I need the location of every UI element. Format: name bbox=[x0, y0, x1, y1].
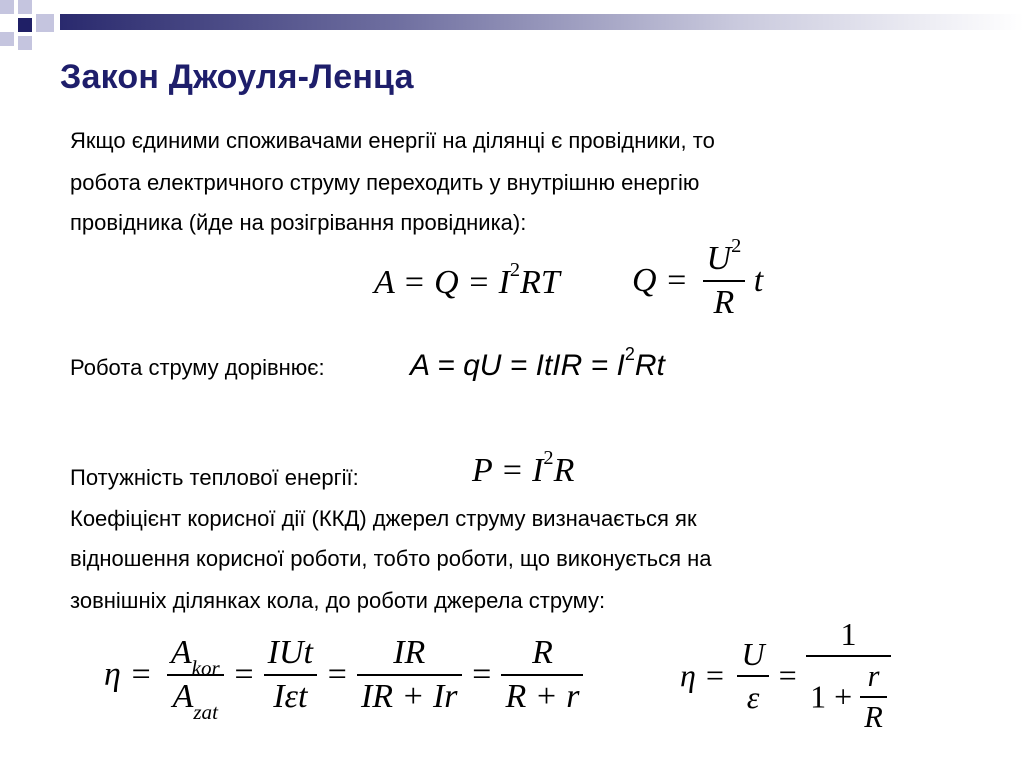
paragraph-line: провідника (йде на розігрівання провідника): bbox=[70, 210, 527, 235]
formula-heat: Q = $\frac{U^2}{R}$ t bbox=[632, 234, 764, 321]
paragraph-line: Якщо єдиними споживачами енергії на ділянці є провідники, то bbox=[70, 128, 715, 153]
decor-top-bar bbox=[60, 14, 1024, 30]
paragraph-line: робота електричного струму переходить у внутрішню енергію bbox=[70, 170, 700, 195]
paragraph-line: відношення корисної роботи, тобто роботи, що виконується на bbox=[70, 546, 712, 571]
decor-square bbox=[0, 32, 14, 46]
slide-title: Закон Джоуля-Ленца bbox=[60, 58, 414, 96]
decor-square bbox=[18, 18, 32, 32]
work-formula: A = qU = ItIR = $I^2Rt$ bbox=[410, 343, 665, 382]
decor-square bbox=[36, 14, 54, 32]
formula-efficiency: η = $\frac{A_{kor}}{A_{zat}}$ = $\frac{\text{IUt}}{\text{Iεt}}$ = $\frac{IR}{IR + Ir}$ = $\frac{R}{R + r}$ bbox=[104, 634, 583, 716]
decor-square bbox=[18, 0, 32, 14]
paragraph-line: Коефіцієнт корисної дії (ККД) джерел струму визначається як bbox=[70, 506, 697, 531]
work-label: Робота струму дорівнює: bbox=[70, 355, 325, 380]
decor-square bbox=[0, 0, 14, 14]
formula-joule: $A = Q = I^2RT$ bbox=[374, 258, 560, 301]
power-label: Потужність теплової енергії: bbox=[70, 465, 359, 490]
decor-square bbox=[18, 36, 32, 50]
paragraph-line: зовнішніх ділянках кола, до роботи джерела струму: bbox=[70, 588, 606, 613]
formula-efficiency-emf: η = $\frac{U}{\varepsilon}$ = 1 1 + $\frac{r}{R}$ bbox=[680, 616, 891, 735]
formula-power: $P = I^2R$ bbox=[472, 446, 575, 489]
